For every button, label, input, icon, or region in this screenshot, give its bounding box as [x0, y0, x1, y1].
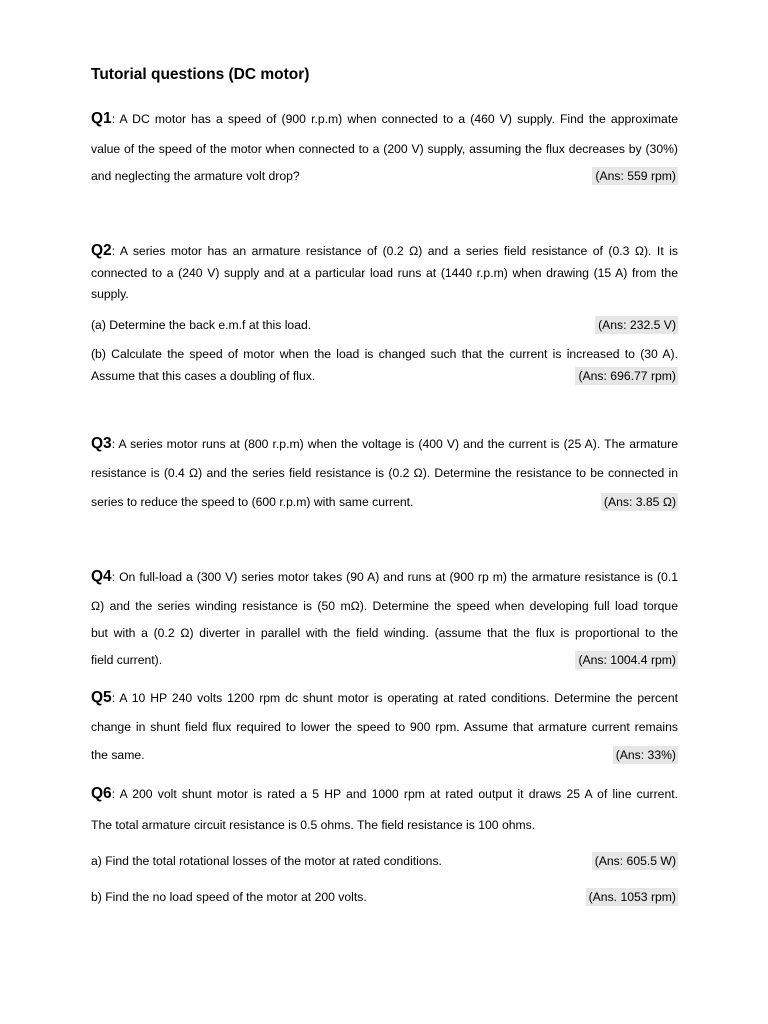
q2a-row	[91, 316, 678, 334]
q3-number: Q3	[91, 435, 112, 452]
q1-number: Q1	[91, 110, 112, 127]
q6a-text: a) Find the total rotational losses of the motor at rated conditions.	[91, 854, 442, 868]
q2-text-1: : A series motor has an armature resistance of (0.2 Ω) and a series field resistance of (0.3 Ω). It is	[111, 244, 678, 258]
q1-answer-row	[91, 167, 678, 185]
q6-line-2: The total armature circuit resistance is 0.5 ohms. The field resistance is 100 ohms.	[91, 818, 536, 832]
q2-line-1	[91, 243, 678, 259]
q1-line-2: value of the speed of the motor when connected to a (200 V) supply, assuming the flux decreases by (30%)	[91, 142, 678, 156]
q5-number: Q5	[91, 689, 112, 706]
q2b-text-2: Assume that this cases a doubling of flux.	[91, 369, 316, 383]
q4-text-1: : On full-load a (300 V) series motor takes (90 A) and runs at (900 rp m) the armature resistance is (0.1	[111, 570, 678, 584]
q3-text-1: : A series motor runs at (800 r.p.m) when the voltage is (400 V) and the current is (25 A). The armature	[111, 437, 678, 451]
q1-text-3: and neglecting the armature volt drop?	[91, 169, 300, 183]
q1-line-1	[91, 111, 678, 127]
q6b-row	[91, 888, 678, 906]
q2-line-2: connected to a (240 V) supply and at a particular load runs at (1440 r.p.m) when drawing (15 A) from the	[91, 266, 678, 280]
q5-answer: (Ans: 33%)	[613, 746, 678, 764]
q5-text-3: the same.	[91, 748, 145, 762]
q3-text-3: series to reduce the speed to (600 r.p.m) with same current.	[91, 495, 414, 509]
q1-answer: (Ans: 559 rpm)	[592, 167, 678, 185]
q2b-line-1: (b) Calculate the speed of motor when the load is changed such that the current is increased to (30 A).	[91, 347, 678, 361]
q5-answer-row	[91, 746, 678, 764]
q5-line-2: change in shunt field flux required to lower the speed to 900 rpm. Assume that armature current remains	[91, 720, 678, 734]
q5-line-1	[91, 690, 678, 706]
q3-line-1	[91, 436, 678, 452]
q2a-text: (a) Determine the back e.m.f at this load.	[91, 318, 312, 332]
q6-text-1: : A 200 volt shunt motor is rated a 5 HP and 1000 rpm at rated output it draws 25 A of line current.	[111, 787, 678, 801]
q4-line-2: Ω) and the series winding resistance is (50 mΩ). Determine the speed when developing full load torque	[91, 599, 678, 613]
q2b-answer: (Ans: 696.77 rpm)	[575, 367, 678, 385]
q6a-row	[91, 852, 678, 870]
q6-number: Q6	[91, 785, 112, 802]
q2-line-3: supply.	[91, 287, 129, 301]
q4-text-4: field current).	[91, 653, 163, 667]
q6-line-1	[91, 786, 678, 802]
q5-text-1: : A 10 HP 240 volts 1200 rpm dc shunt motor is operating at rated conditions. Determine the percent	[111, 691, 678, 705]
q6b-text: b) Find the no load speed of the motor at 200 volts.	[91, 890, 367, 904]
q1-text-1: : A DC motor has a speed of (900 r.p.m) when connected to a (460 V) supply. Find the approximate	[111, 112, 678, 126]
q4-line-1	[91, 569, 678, 585]
q4-line-3: but with a (0.2 Ω) diverter in parallel with the field winding. (assume that the flux is proportional to the	[91, 626, 678, 640]
q3-line-2: resistance is (0.4 Ω) and the series field resistance is (0.2 Ω). Determine the resistance to be connected in	[91, 466, 678, 480]
q6a-answer: (Ans: 605.5 W)	[592, 852, 678, 870]
q2a-answer: (Ans: 232.5 V)	[595, 316, 678, 334]
q2-number: Q2	[91, 242, 112, 259]
q3-answer: (Ans: 3.85 Ω)	[601, 493, 678, 511]
q2b-row	[91, 367, 678, 385]
q6b-answer: (Ans. 1053 rpm)	[586, 888, 678, 906]
q4-answer: (Ans: 1004.4 rpm)	[575, 651, 678, 669]
q3-answer-row	[91, 493, 678, 511]
page-title: Tutorial questions (DC motor)	[91, 66, 310, 83]
q4-answer-row	[91, 651, 678, 669]
q4-number: Q4	[91, 568, 112, 585]
